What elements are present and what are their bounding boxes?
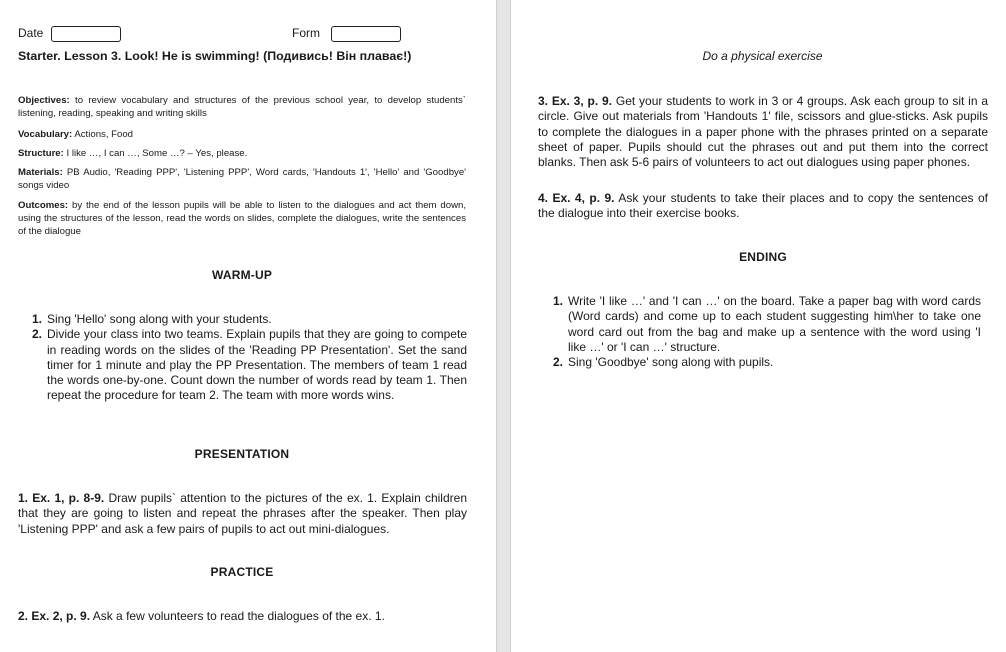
ending-heading: ENDING — [739, 250, 787, 264]
practice-exercise-3 — [538, 94, 988, 170]
list-item-text: Divide your class into two teams. Explain pupils that they are going to compete in reading words on the slides of the 'Reading PP Presentation'. Set the sand timer for 1 minute and play the PP Presentation. The members of team 1 read the words one-by-one. Count down the number of words read by team 1. Then repeat the procedure for team 2. The team with more words wins. — [47, 327, 467, 403]
practice-heading: PRACTICE — [210, 565, 274, 579]
exercise-text: Get your students to work in 3 or 4 groups. Ask each group to sit in a circle. Give out materials from 'Handouts 1' file, scissors and glue-sticks. Ask pupils to complete the dialogues in a paper phone with the phrases printed on a separate sheet of paper. Pupils should cut the phrases out and put them into the correct blanks. Then ask 5-6 pairs of volunteers to act out dialogues using paper phones. — [538, 94, 988, 170]
list-item — [32, 312, 467, 327]
list-item — [32, 327, 467, 403]
exercise-label: 2. Ex. 2, p. 9. — [18, 609, 91, 623]
structure-text: I like …, I can …, Some …? – Yes, please. — [66, 148, 248, 159]
document-page-right — [510, 0, 1006, 652]
list-item — [553, 294, 981, 355]
form-field[interactable] — [331, 26, 401, 42]
objectives-label: Objectives: — [18, 95, 70, 106]
list-number: 2. — [32, 327, 43, 342]
list-item-text: Sing 'Goodbye' song along with pupils. — [568, 355, 774, 370]
exercise-label: 3. Ex. 3, p. 9. — [538, 94, 613, 108]
presentation-heading: PRESENTATION — [194, 447, 290, 461]
warmup-list — [32, 312, 467, 404]
exercise-text: Ask your students to take their places and to copy the sentences of the dialogue into their exercise books. — [538, 191, 988, 221]
outcomes-text: by the end of the lesson pupils will be able to listen to the dialogues and act them down, using the structures of the lesson, read the words on slides, complete the dialogues, write the sentences of the dialogue — [18, 200, 466, 237]
vocabulary — [18, 128, 466, 141]
list-number: 2. — [553, 355, 564, 370]
ending-list — [553, 294, 981, 370]
list-number: 1. — [32, 312, 43, 326]
list-item-text: Write 'I like …' and 'I can …' on the board. Take a paper bag with word cards (Word cards) and come up to each student suggesting him\her to take one word card out from the bag and make up a sentence with the word using 'I like …' or 'I can …' structure. — [568, 294, 981, 354]
outcomes-label: Outcomes: — [18, 200, 69, 211]
objectives-text: to review vocabulary and structures of the previous school year, to develop students` listening, reading, speaking and writing skills — [18, 95, 466, 119]
structure — [18, 147, 466, 160]
form-label: Form — [292, 26, 320, 40]
exercise-text: Ask a few volunteers to read the dialogues of the ex. 1. — [92, 609, 385, 623]
date-label: Date — [18, 26, 44, 40]
exercise-label: 4. Ex. 4, p. 9. — [538, 191, 615, 205]
materials-label: Materials: — [18, 167, 63, 178]
exercise-text: Draw pupils` attention to the pictures of the ex. 1. Explain children that they are going to listen and repeat the phrases after the speaker. Then play 'Listening PPP' and ask a few pairs of pupils to act out mini-dialogues. — [18, 491, 467, 536]
structure-label: Structure: — [18, 148, 64, 159]
practice-exercise-4 — [538, 191, 988, 222]
document-page-left — [0, 0, 497, 652]
list-number: 1. — [553, 294, 564, 308]
materials — [18, 166, 466, 192]
list-item-text: Sing 'Hello' song along with your students. — [47, 312, 272, 326]
outcomes — [18, 199, 466, 238]
lesson-title: Starter. Lesson 3. Look! He is swimming! (Подивись! Він плаває!) — [18, 49, 412, 63]
list-item — [553, 355, 981, 370]
presentation-exercise — [18, 491, 467, 537]
physical-exercise-note: Do a physical exercise — [702, 49, 823, 63]
vocabulary-label: Vocabulary: — [18, 129, 73, 140]
objectives — [18, 94, 466, 120]
exercise-label: 1. Ex. 1, p. 8-9. — [18, 491, 105, 505]
materials-text: PB Audio, 'Reading PPP', 'Listening PPP', Word cards, 'Handouts 1', 'Hello' and 'Goodbye' songs video — [18, 167, 466, 191]
vocabulary-text: Actions, Food — [74, 129, 134, 140]
practice-exercise-2 — [18, 609, 467, 624]
warmup-heading: WARM-UP — [211, 268, 273, 282]
date-field[interactable] — [51, 26, 121, 42]
